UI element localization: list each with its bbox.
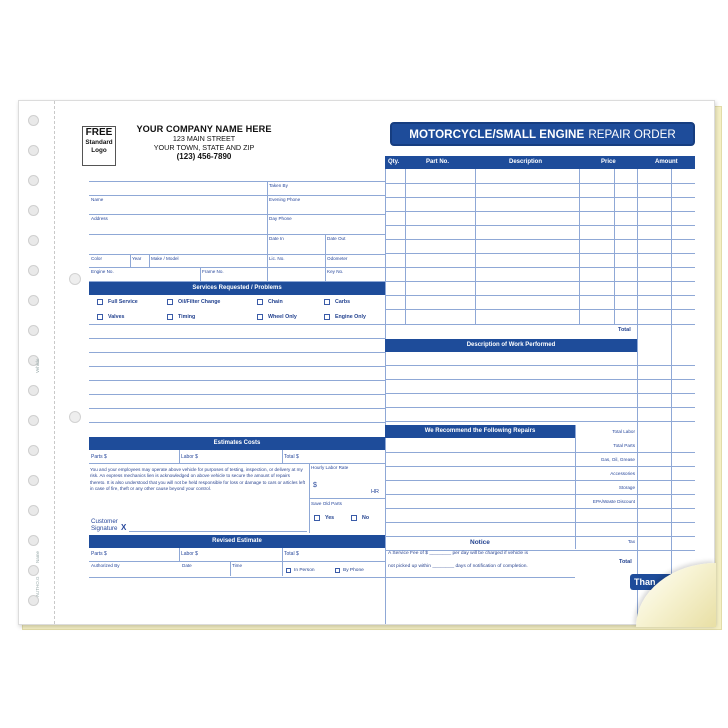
hourly-rate-label: Hourly Labor Rate xyxy=(311,465,349,470)
hourly-rate-hr: HR xyxy=(371,489,379,495)
company-name: YOUR COMPANY NAME HERE xyxy=(136,124,272,134)
label-storage: Storage xyxy=(618,485,635,490)
form-title-bold: MOTORCYCLE/SMALL ENGINE xyxy=(409,127,585,141)
feed-label-autho: AUTHO.G xyxy=(35,576,40,597)
feed-hole-icon xyxy=(28,445,39,456)
revised-header: Revised Estimate xyxy=(89,535,385,548)
pin-feed-strip xyxy=(19,101,55,624)
label-tax: Tax xyxy=(627,539,635,544)
company-phone: (123) 456-7890 xyxy=(176,152,232,161)
feed-hole-icon xyxy=(28,415,39,426)
checkbox-carbs[interactable]: Carbs xyxy=(324,299,350,305)
col-price: Price xyxy=(601,159,616,165)
estimates-header: Estimates Costs xyxy=(89,437,385,450)
col-amount: Amount xyxy=(655,159,678,165)
feed-label-name: Name xyxy=(35,550,40,563)
label-address: Address xyxy=(91,216,108,221)
label-make-model: Make / Model xyxy=(151,256,179,261)
feed-hole-icon xyxy=(28,475,39,486)
checkbox-full-service[interactable]: Full Service xyxy=(97,299,138,305)
services-header: Services Requested / Problems xyxy=(89,282,385,295)
recommend-header: We Recommend the Following Repairs xyxy=(385,425,575,438)
label-lic-no: Lic. No. xyxy=(269,256,285,261)
company-city: YOUR TOWN, STATE AND ZIP xyxy=(153,143,255,152)
checkbox-save-parts-yes[interactable]: Yes xyxy=(314,515,334,521)
est-total-label: Total $ xyxy=(284,454,299,460)
parts-total-label: Total xyxy=(618,327,631,333)
logo xyxy=(82,126,116,166)
feed-hole-icon xyxy=(28,145,39,156)
notice-line-1: A Service Fee of $ ________ per day will be charged if vehicle is xyxy=(388,551,529,556)
checkbox-wheel-only[interactable]: Wheel Only xyxy=(257,314,297,320)
label-name: Name xyxy=(91,197,104,202)
label-day-phone: Day Phone xyxy=(269,216,292,221)
est-labor-label: Labor $ xyxy=(181,454,198,460)
signature-label: Signature xyxy=(91,525,118,532)
logo-free: FREE xyxy=(85,127,113,138)
notice-line-2: not picked up within ________ days of notification of completion. xyxy=(388,564,528,569)
feed-label-vehicle: Vehicle xyxy=(35,358,40,373)
repair-order-form xyxy=(18,100,715,625)
label-key-no: Key No. xyxy=(327,269,344,274)
checkbox-save-parts-no[interactable]: No xyxy=(351,515,369,521)
label-evening-phone: Evening Phone xyxy=(269,197,301,202)
work-header: Description of Work Performed xyxy=(385,339,637,352)
hourly-rate-dollar: $ xyxy=(313,482,317,489)
company-block xyxy=(124,124,284,162)
feed-hole-icon xyxy=(28,385,39,396)
authorized-by-label: Authorized By xyxy=(91,563,120,568)
signature-line[interactable] xyxy=(129,531,307,532)
notice-heading: Notice xyxy=(470,539,490,546)
punch-hole-icon xyxy=(69,273,81,285)
label-color: Color xyxy=(91,256,102,261)
grand-total-label: Total xyxy=(619,559,632,565)
label-taken-by: Taken By xyxy=(269,183,288,188)
label-year: Year xyxy=(132,256,142,261)
rev-parts-label: Parts $ xyxy=(91,551,107,557)
logo-standard: Standard xyxy=(85,139,113,146)
label-engine-no: Engine No. xyxy=(91,269,114,274)
signature-x: X xyxy=(121,523,127,532)
feed-hole-icon xyxy=(28,175,39,186)
feed-hole-icon xyxy=(28,295,39,306)
company-street: 123 MAIN STREET xyxy=(172,134,236,143)
form-title-rest: REPAIR ORDER xyxy=(588,127,676,141)
feed-hole-icon xyxy=(28,565,39,576)
punch-hole-icon xyxy=(69,411,81,423)
thank-you-banner: Than xyxy=(630,574,690,590)
feed-hole-icon xyxy=(28,205,39,216)
rev-date-label: Date xyxy=(182,563,192,568)
form-title xyxy=(390,122,695,146)
col-qty: Qty. xyxy=(388,159,400,165)
customer-label: Customer xyxy=(91,518,118,525)
checkbox-in-person[interactable]: In Person xyxy=(286,568,315,573)
feed-hole-icon xyxy=(28,535,39,546)
col-part-no: Part No. xyxy=(426,159,450,165)
checkbox-engine-only[interactable]: Engine Only xyxy=(324,314,366,320)
checkbox-valves[interactable]: Valves xyxy=(97,314,125,320)
feed-hole-icon xyxy=(28,505,39,516)
label-frame-no: Frame No. xyxy=(202,269,224,274)
feed-hole-icon xyxy=(28,115,39,126)
col-description: Description xyxy=(509,159,543,165)
checkbox-chain[interactable]: Chain xyxy=(257,299,283,305)
label-gas-oil-grease: Gas, Oil, Grease xyxy=(600,457,635,462)
save-old-parts-label: Save Old Parts xyxy=(311,501,342,506)
authorization-terms: You and your employees may operate above vehicle for purposes of testing, inspection, or delivery at my risk. An express mechanics lien is acknowledged on above vehicle to secure the amount of repairs thereto. It is also understood that you will not be held responsible for loss or damage to cars or articles left in case of fire, theft or any other cause beyond your control. xyxy=(90,467,305,491)
checkbox-timing[interactable]: Timing xyxy=(167,314,195,320)
rev-total-label: Total $ xyxy=(284,551,299,557)
logo-logo: Logo xyxy=(91,147,107,154)
rev-time-label: Time xyxy=(232,563,243,568)
label-accessories: Accessories xyxy=(610,471,635,476)
label-epa-waste-discount: EPA/Waste Discount xyxy=(592,499,635,504)
checkbox-oil-filter-change[interactable]: Oil/Filter Change xyxy=(167,299,220,305)
checkbox-by-phone[interactable]: By Phone xyxy=(335,568,364,573)
feed-hole-icon xyxy=(28,325,39,336)
rev-labor-label: Labor $ xyxy=(181,551,198,557)
feed-hole-icon xyxy=(28,235,39,246)
label-odometer: Odometer xyxy=(327,256,348,261)
feed-hole-icon xyxy=(28,265,39,276)
est-parts-label: Parts $ xyxy=(91,454,107,460)
parts-table-header xyxy=(385,156,695,169)
label-total-labor: Total Labor xyxy=(612,429,635,434)
label-date-out: Date Out xyxy=(327,236,346,241)
label-total-parts: Total Parts xyxy=(613,443,635,448)
label-date-in: Date In xyxy=(269,236,284,241)
